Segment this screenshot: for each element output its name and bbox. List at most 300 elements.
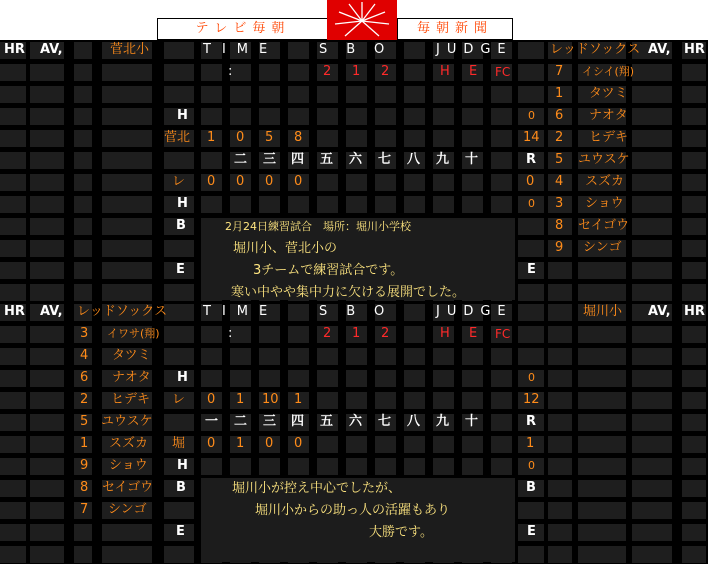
board-cell <box>404 348 425 365</box>
board-cell <box>102 284 152 301</box>
board-cell <box>0 546 26 563</box>
hits-label-2: H <box>177 196 188 211</box>
team1-inning-score: 1 <box>294 392 303 407</box>
sbo-ball: 1 <box>352 326 361 341</box>
board-cell <box>288 196 309 213</box>
board-cell <box>0 392 26 409</box>
message-line: 寒い中やや集中力に欠ける展開でした。 <box>231 285 466 300</box>
hits-right-value-2: 0 <box>528 197 535 210</box>
board-cell <box>682 284 706 301</box>
board-cell <box>30 436 64 453</box>
lineup-name: セイゴウ <box>102 480 154 495</box>
team2-abbrev: レ <box>172 174 186 189</box>
board-cell <box>682 64 706 81</box>
judge-hit: H <box>440 64 450 79</box>
board-cell <box>230 348 251 365</box>
board-cell <box>102 130 152 147</box>
inning-header: 四 <box>291 414 305 429</box>
board-cell <box>632 108 672 125</box>
board-cell <box>491 370 512 387</box>
message-line: 3チームで練習試合です。 <box>253 263 404 278</box>
board-cell <box>317 86 338 103</box>
board-cell <box>404 392 425 409</box>
board-cell <box>102 86 152 103</box>
board-cell <box>74 240 92 257</box>
board-cell <box>462 196 483 213</box>
board-cell <box>632 480 672 497</box>
board-cell <box>682 502 706 519</box>
board-cell <box>433 196 454 213</box>
board-cell <box>164 502 194 519</box>
team-left-name: レッドソックス <box>77 304 168 319</box>
inning-header: 六 <box>349 414 363 429</box>
board-cell <box>201 326 222 343</box>
lineup-name: ショウ <box>585 196 624 211</box>
board-cell <box>682 326 706 343</box>
team2-abbrev: 堀 <box>172 436 186 451</box>
board-cell <box>375 174 396 191</box>
board-cell <box>0 436 26 453</box>
board-cell <box>230 326 251 343</box>
board-cell <box>632 414 672 431</box>
team2-inning-score: 0 <box>265 436 274 451</box>
board-cell <box>317 108 338 125</box>
board-cell <box>632 392 672 409</box>
lineup-name: シンゴ <box>108 502 147 517</box>
board-cell <box>632 436 672 453</box>
board-cell <box>164 326 194 343</box>
sbo-label: SBO <box>319 304 404 319</box>
board-cell <box>518 42 544 59</box>
board-cell <box>578 458 626 475</box>
board-cell <box>30 546 64 563</box>
board-cell <box>102 64 152 81</box>
inning-header: 二 <box>234 152 248 167</box>
lineup-name: ユウスケ <box>101 414 153 429</box>
board-cell <box>682 348 706 365</box>
board-cell <box>30 480 64 497</box>
lineup-num: 7 <box>80 502 89 517</box>
lineup-name: ヒデキ <box>111 392 151 407</box>
board-cell <box>548 458 572 475</box>
board-cell <box>288 86 309 103</box>
board-cell <box>259 108 280 125</box>
board-cell <box>548 502 572 519</box>
board-cell <box>375 196 396 213</box>
board-cell <box>74 546 92 563</box>
board-cell <box>201 86 222 103</box>
board-cell <box>30 218 64 235</box>
team2-total: 0 <box>526 174 535 189</box>
board-cell <box>433 174 454 191</box>
board-cell <box>548 436 572 453</box>
board-cell <box>259 348 280 365</box>
lineup-num: 2 <box>80 392 89 407</box>
board-cell <box>201 64 222 81</box>
board-cell <box>30 108 64 125</box>
board-cell <box>433 86 454 103</box>
board-cell <box>518 304 544 321</box>
lineup-num: 9 <box>80 458 89 473</box>
lineup-num: 8 <box>555 218 564 233</box>
board-cell <box>74 284 92 301</box>
board-cell <box>259 326 280 343</box>
board-cell <box>632 86 672 103</box>
board-cell <box>491 414 512 431</box>
inning-header: 四 <box>291 152 305 167</box>
board-cell <box>404 174 425 191</box>
board-cell <box>632 284 672 301</box>
board-cell <box>375 108 396 125</box>
board-cell <box>491 458 512 475</box>
board-cell <box>433 458 454 475</box>
board-cell <box>259 86 280 103</box>
board-cell <box>346 196 367 213</box>
inning-header: 九 <box>436 152 450 167</box>
board-cell <box>346 370 367 387</box>
time-value: : <box>228 64 233 79</box>
board-cell <box>317 436 338 453</box>
errors-label: E <box>176 524 185 539</box>
board-cell <box>518 326 544 343</box>
board-cell <box>346 86 367 103</box>
board-cell <box>518 348 544 365</box>
team1-inning-score: 1 <box>236 392 245 407</box>
board-cell <box>164 414 194 431</box>
team-right-name: レッドソックス <box>550 42 641 57</box>
board-cell <box>201 152 222 169</box>
board-cell <box>404 436 425 453</box>
board-cell <box>682 546 706 563</box>
board-cell <box>30 240 64 257</box>
board-cell <box>317 458 338 475</box>
board-cell <box>317 392 338 409</box>
lineup-name: ショウ <box>109 458 148 473</box>
board-cell <box>0 414 26 431</box>
board-cell <box>682 414 706 431</box>
judge-label: JUDGE <box>436 42 513 57</box>
board-cell <box>0 86 26 103</box>
av-column-header: AV, <box>40 304 63 319</box>
team1-total: 12 <box>523 392 540 407</box>
board-cell <box>259 64 280 81</box>
board-cell <box>548 392 572 409</box>
board-cell <box>230 370 251 387</box>
tv-title: テレビ毎朝 <box>157 18 329 40</box>
board-cell <box>375 458 396 475</box>
board-cell <box>682 86 706 103</box>
board-cell <box>518 546 544 563</box>
lineup-num: 4 <box>555 174 564 189</box>
runs-label: R <box>526 152 537 167</box>
time-value: : <box>228 326 233 341</box>
board-cell <box>632 64 672 81</box>
lineup-name: スズカ <box>109 436 149 451</box>
lineup-name: スズカ <box>585 174 625 189</box>
board-cell <box>0 108 26 125</box>
board-cell <box>375 370 396 387</box>
board-cell <box>404 196 425 213</box>
board-cell <box>578 414 626 431</box>
board-cell <box>632 196 672 213</box>
board-cell <box>433 130 454 147</box>
hits-label-2: H <box>177 458 188 473</box>
lineup-name: ユウスケ <box>578 152 630 167</box>
lineup-name: イシイ(翔) <box>582 65 635 78</box>
board-cell <box>375 86 396 103</box>
board-cell <box>462 458 483 475</box>
board-cell <box>74 86 92 103</box>
board-cell <box>102 196 152 213</box>
board-cell <box>30 502 64 519</box>
team1-inning-score: 5 <box>265 130 274 145</box>
team2-inning-score: 0 <box>294 436 303 451</box>
board-cell <box>404 458 425 475</box>
board-cell <box>682 108 706 125</box>
board-cell <box>230 108 251 125</box>
board-cell <box>0 174 26 191</box>
board-cell <box>632 326 672 343</box>
board-cell <box>462 392 483 409</box>
av-right-column-header: AV, <box>648 304 671 319</box>
hr-right-column-header: HR <box>684 42 705 57</box>
sbo-label: SBO <box>319 42 404 57</box>
team1-inning-score: 1 <box>207 130 216 145</box>
board-cell <box>74 218 92 235</box>
board-cell <box>578 392 626 409</box>
team2-inning-score: 0 <box>236 174 245 189</box>
board-cell <box>632 174 672 191</box>
board-cell <box>288 304 309 321</box>
board-cell <box>548 414 572 431</box>
board-cell <box>491 130 512 147</box>
board-cell <box>0 262 26 279</box>
judge-error: E <box>469 326 478 341</box>
judge-error: E <box>469 64 478 79</box>
balls-label: B <box>176 480 186 495</box>
burst-logo <box>327 0 397 40</box>
board-cell <box>632 370 672 387</box>
av-column-header: AV, <box>40 42 63 57</box>
board-cell <box>682 392 706 409</box>
lineup-name: ナオタ <box>589 108 628 123</box>
board-cell <box>0 326 26 343</box>
board-cell <box>102 546 152 563</box>
board-cell <box>578 480 626 497</box>
team-right-name: 堀川小 <box>583 304 623 319</box>
lineup-name: セイゴウ <box>578 218 630 233</box>
message-line: 堀川小、菅北小の <box>233 241 338 256</box>
sbo-out: 2 <box>381 64 390 79</box>
board-cell <box>491 436 512 453</box>
board-cell <box>462 86 483 103</box>
lineup-num: 7 <box>555 64 564 79</box>
board-cell <box>30 392 64 409</box>
board-cell <box>518 86 544 103</box>
board-cell <box>682 218 706 235</box>
team1-inning-score: 0 <box>207 392 216 407</box>
board-cell <box>30 152 64 169</box>
lineup-num: 3 <box>555 196 564 211</box>
board-cell <box>548 480 572 497</box>
board-cell <box>201 108 222 125</box>
board-cell <box>462 436 483 453</box>
board-cell <box>0 348 26 365</box>
board-cell <box>201 458 222 475</box>
board-cell <box>164 86 194 103</box>
errors-right-label: E <box>527 524 536 539</box>
inning-header: 二 <box>234 414 248 429</box>
board-cell <box>201 370 222 387</box>
board-cell <box>375 348 396 365</box>
board-cell <box>164 546 194 563</box>
board-cell <box>548 546 572 563</box>
team1-abbrev: レ <box>172 392 186 407</box>
board-cell <box>491 196 512 213</box>
board-cell <box>0 240 26 257</box>
team2-inning-score: 0 <box>265 174 274 189</box>
hits-label: H <box>177 370 188 385</box>
board-cell <box>230 64 251 81</box>
board-cell <box>164 42 194 59</box>
inning-header: 八 <box>407 414 421 429</box>
board-cell <box>0 480 26 497</box>
lineup-name: タツミ <box>589 86 628 101</box>
team2-total: 1 <box>526 436 535 451</box>
board-cell <box>682 174 706 191</box>
time-label: TIME <box>203 304 279 319</box>
board-cell <box>288 42 309 59</box>
board-cell <box>164 284 194 301</box>
board-cell <box>548 370 572 387</box>
sbo-strike: 2 <box>323 326 332 341</box>
sbo-strike: 2 <box>323 64 332 79</box>
hits-right-value-2: 0 <box>528 459 535 472</box>
inning-header: 六 <box>349 152 363 167</box>
board-cell <box>74 524 92 541</box>
board-cell <box>682 524 706 541</box>
board-cell <box>632 130 672 147</box>
inning-header: 三 <box>263 152 277 167</box>
board-cell <box>30 174 64 191</box>
board-cell <box>346 458 367 475</box>
board-cell <box>491 174 512 191</box>
board-cell <box>102 218 152 235</box>
board-cell <box>74 262 92 279</box>
board-cell <box>578 524 626 541</box>
team-left-name: 菅北小 <box>110 42 150 57</box>
board-cell <box>0 524 26 541</box>
board-cell <box>74 196 92 213</box>
lineup-num: 6 <box>80 370 89 385</box>
board-cell <box>74 108 92 125</box>
board-cell <box>259 196 280 213</box>
board-cell <box>682 436 706 453</box>
board-cell <box>288 64 309 81</box>
board-cell <box>0 64 26 81</box>
board-cell <box>682 458 706 475</box>
board-cell <box>201 196 222 213</box>
newspaper-title: 毎朝新聞 <box>397 18 513 40</box>
inning-header: 十 <box>465 414 479 429</box>
board-cell <box>404 108 425 125</box>
board-cell <box>491 152 512 169</box>
board-cell <box>632 240 672 257</box>
board-cell <box>632 152 672 169</box>
board-cell <box>230 86 251 103</box>
board-cell <box>682 240 706 257</box>
lineup-name: シンゴ <box>583 240 622 255</box>
lineup-name: ナオタ <box>112 370 151 385</box>
board-cell <box>404 370 425 387</box>
board-cell <box>375 392 396 409</box>
board-cell <box>518 502 544 519</box>
team2-inning-score: 0 <box>207 436 216 451</box>
board-cell <box>433 392 454 409</box>
inning-header: 七 <box>378 152 392 167</box>
board-cell <box>404 42 425 59</box>
board-cell <box>632 546 672 563</box>
board-cell <box>632 262 672 279</box>
board-cell <box>404 130 425 147</box>
board-cell <box>164 152 194 169</box>
board-cell <box>164 304 194 321</box>
board-cell <box>518 284 544 301</box>
board-cell <box>0 458 26 475</box>
runs-label: R <box>526 414 537 429</box>
board-cell <box>230 196 251 213</box>
inning-header: 五 <box>320 414 334 429</box>
board-cell <box>548 284 572 301</box>
board-cell <box>259 458 280 475</box>
board-cell <box>404 86 425 103</box>
board-cell <box>346 436 367 453</box>
board-cell <box>317 196 338 213</box>
board-cell <box>30 524 64 541</box>
message-line: 大勝です。 <box>369 525 433 540</box>
board-cell <box>102 152 152 169</box>
message-line: 堀川小が控え中心でしたが、 <box>232 481 402 496</box>
board-cell <box>491 86 512 103</box>
errors-label: E <box>176 262 185 277</box>
sbo-ball: 1 <box>352 64 361 79</box>
board-cell <box>404 64 425 81</box>
board-cell <box>491 348 512 365</box>
message-line: 堀川小からの助っ人の活躍もあり <box>255 503 451 518</box>
judge-label: JUDGE <box>436 304 513 319</box>
board-cell <box>578 326 626 343</box>
board-cell <box>30 284 64 301</box>
board-cell <box>346 108 367 125</box>
inning-header: 九 <box>436 414 450 429</box>
errors-right-label: E <box>527 262 536 277</box>
board-cell <box>288 348 309 365</box>
lineup-num: 1 <box>555 86 564 101</box>
lineup-num: 9 <box>555 240 564 255</box>
board-cell <box>682 152 706 169</box>
board-cell <box>102 262 152 279</box>
lineup-num: 4 <box>80 348 89 363</box>
board-cell <box>518 64 544 81</box>
hr-column-header: HR <box>4 42 25 57</box>
board-cell <box>491 392 512 409</box>
team1-inning-score: 0 <box>236 130 245 145</box>
board-cell <box>164 64 194 81</box>
board-cell <box>578 436 626 453</box>
board-cell <box>632 348 672 365</box>
board-cell <box>230 458 251 475</box>
board-cell <box>102 240 152 257</box>
